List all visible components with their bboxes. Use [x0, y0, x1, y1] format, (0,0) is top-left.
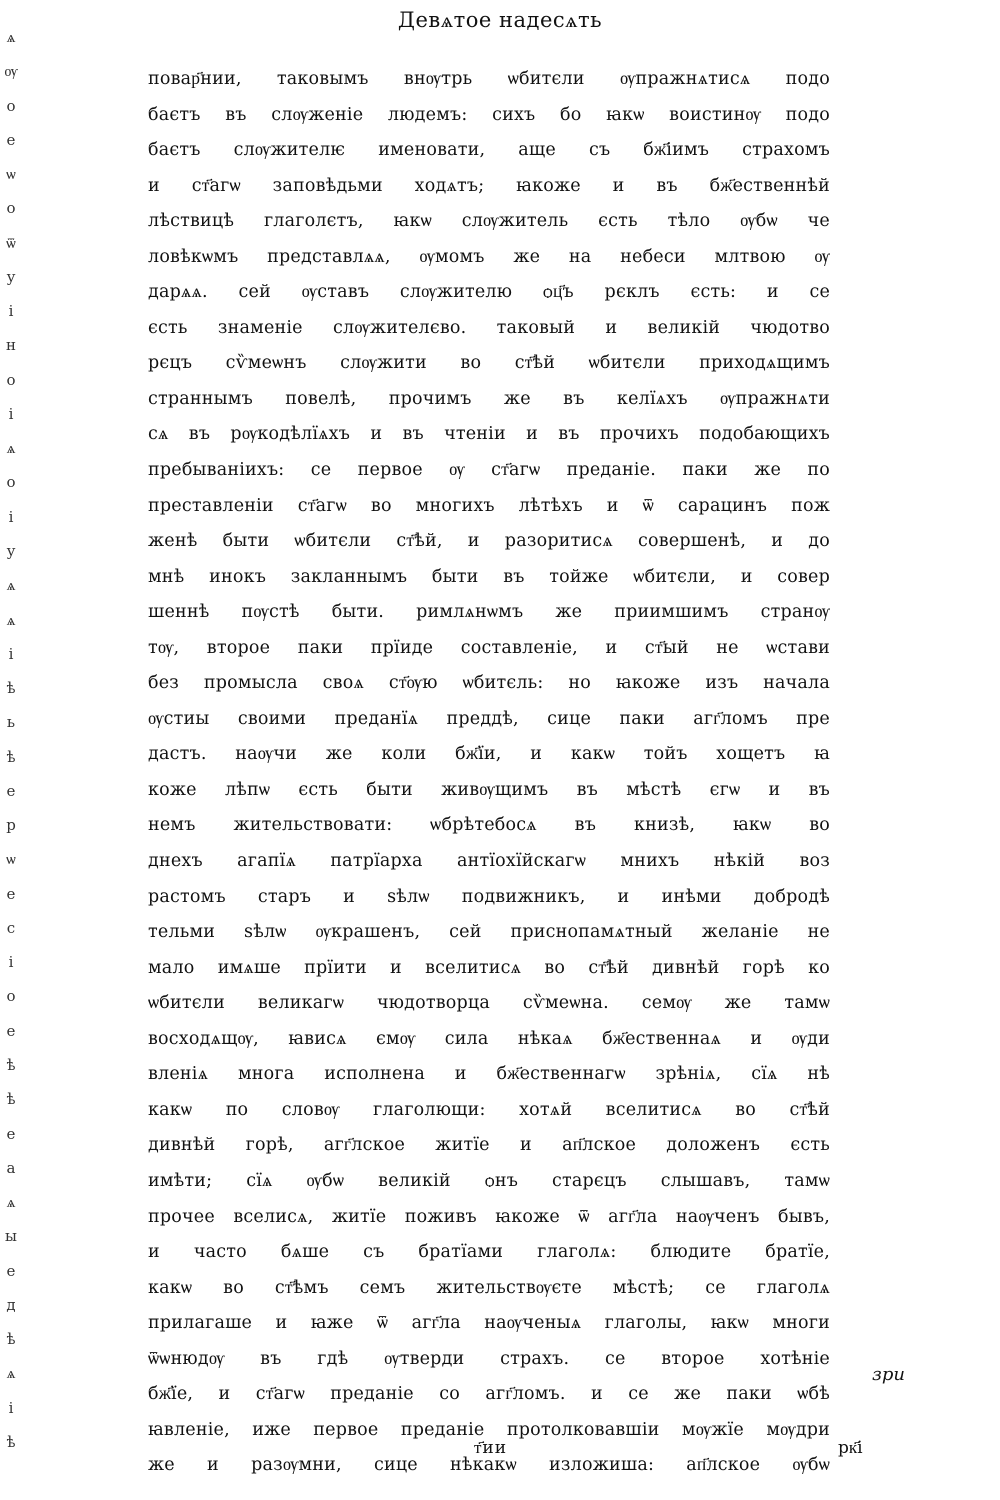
margin-glyph: ѡ: [6, 165, 16, 184]
margin-glyph: ѣ: [6, 679, 16, 698]
text-line: ѡбитєли великагѡ чюдотворца сѷмеѡна. семѹ же тамѡ: [148, 993, 830, 1014]
text-line: ѿѡнюдѹ въ гдѣ ѹтверди страхъ. се второе хотѣніе: [148, 1348, 830, 1369]
margin-glyph: е: [6, 1021, 16, 1040]
text-line: имѣти; сїѧ ѹбѡ великій ѻнъ старєцъ слышавъ, тамѡ: [148, 1170, 830, 1191]
margin-glyph: у: [6, 541, 16, 560]
margin-glyph: о: [6, 473, 16, 492]
margin-glyph: ѣ: [6, 1330, 16, 1349]
text-line: коже лѣпѡ єсть быти живѹщимъ въ мѣстѣ єгѡ и въ: [148, 779, 830, 800]
text-line: шеннѣ пѹстѣ быти. римлѧнѡмъ же приимшимъ странѹ: [148, 602, 830, 623]
left-margin-glyph-strip: [0, 30, 22, 1450]
text-line: женѣ быти ѡбитєли ст҃ѣй, и разоритисѧ совершенѣ, и до: [148, 531, 830, 552]
margin-note: зри: [872, 1364, 905, 1385]
margin-glyph: і: [8, 404, 14, 423]
text-line: же и разѹмни, сице нѣкакѡ изложиша: ап҃лское ѹбѡ: [148, 1455, 830, 1476]
margin-glyph: ѿ: [6, 233, 16, 252]
margin-glyph: у: [6, 267, 16, 286]
margin-glyph: н: [6, 336, 16, 355]
text-line: без промысла своѧ ст҃ѹю ѡбитєль: но ꙗкоже изъ начала: [148, 673, 830, 694]
margin-glyph: е: [6, 884, 16, 903]
text-line: бж҃їе, и ст҃агѡ преданіе со агг҃ломъ. и се же паки ѡбѣ: [148, 1384, 830, 1405]
margin-glyph: ѣ: [6, 1090, 16, 1109]
margin-glyph: е: [6, 781, 16, 800]
text-line: баєтъ въ слѹженіе людемъ: сихъ бо ꙗкѡ воистинѹ подо: [148, 104, 830, 125]
margin-glyph: і: [8, 1398, 14, 1417]
main-text-block: [148, 62, 830, 1484]
text-line: днехъ агапїѧ патрїарха антїохїйскагѡ мнихъ нѣкій воз: [148, 851, 830, 872]
margin-glyph: ѹ: [4, 62, 18, 81]
margin-glyph: о: [6, 370, 16, 389]
margin-glyph: о: [6, 199, 16, 218]
text-line: восходѧщѹ, ꙗвисѧ ємѹ сила нѣкаѧ бж҃ественнаѧ и ѹди: [148, 1028, 830, 1049]
margin-glyph: ѣ: [6, 1432, 16, 1451]
text-line: ловѣкѡмъ представлѧѧ, ѹмомъ же на небеси млтвою ѹ: [148, 246, 830, 267]
text-line: растомъ старъ и ѕѣлѡ подвижникъ, и инѣми добродѣ: [148, 886, 830, 907]
text-line: и часто бѧше съ братїами глаголѧ: блюдите братїе,: [148, 1242, 830, 1263]
margin-glyph: ѧ: [6, 28, 16, 46]
margin-glyph: ѣ: [6, 1055, 16, 1074]
margin-glyph: о: [6, 96, 16, 115]
text-line: страннымъ повелѣ, прочимъ же въ келїѧхъ ѹпражнѧти: [148, 388, 830, 409]
text-line: и ст҃агѡ заповѣдьми ходѧтъ; ꙗкоже и въ бж҃ественнѣй: [148, 175, 830, 196]
margin-glyph: д: [6, 1295, 16, 1314]
margin-glyph: е: [6, 1124, 16, 1143]
margin-glyph: ѧ: [6, 576, 16, 595]
margin-glyph: і: [8, 507, 14, 526]
margin-glyph: ѡ: [6, 850, 16, 869]
text-line: прочее вселисѧ, житїе поживъ ꙗкоже ѿ агг҃ла наѹченъ бывъ,: [148, 1206, 830, 1227]
margin-glyph: і: [8, 644, 14, 663]
text-line: какѡ во ст҃ѣмъ семъ жительствѹєте мѣстѣ; се глаголѧ: [148, 1277, 830, 1298]
text-line: тѹ, второе паки прїиде составленіе, и ст҃ый не ѡстави: [148, 637, 830, 658]
text-line: ꙗвленіе, иже первое преданіе протолковавшіи мѹжїе мѹдри: [148, 1419, 830, 1440]
text-line: вленіѧ многа исполнена и бж҃ественнагѡ зрѣніѧ, сїѧ нѣ: [148, 1064, 830, 1085]
text-line: ѹстиы своими преданїѧ преддѣ, сице паки агг҃ломъ пре: [148, 708, 830, 729]
margin-glyph: ь: [6, 713, 16, 732]
signature-mark: т҃ии: [474, 1438, 508, 1458]
margin-glyph: е: [6, 1261, 16, 1280]
margin-glyph: е: [6, 130, 16, 149]
margin-glyph: ѧ: [6, 1364, 16, 1383]
text-line: рєцъ сѷмеѡнъ слѹжити во ст҃ѣй ѡбитєли приходѧщимъ: [148, 353, 830, 374]
text-line: пребываніихъ: се первое ѹ ст҃агѡ преданіе. паки же по: [148, 460, 830, 481]
margin-glyph: о: [6, 987, 16, 1006]
text-line: прилагаше и ꙗже ѿ агг҃ла наѹченыѧ глаголы, ꙗкѡ многи: [148, 1313, 830, 1334]
text-line: дивнѣй горѣ, агг҃лское житїе и ап҃лское доложенъ єсть: [148, 1135, 830, 1156]
text-line: мнѣ инокъ закланнымъ быти въ тойже ѡбитєли, и совер: [148, 566, 830, 587]
text-line: баєтъ слѹжителѥ именовати, аще съ бж҃іимъ страхомъ: [148, 140, 830, 161]
text-line: сѧ въ рѹкодѣлїѧхъ и въ чтеніи и въ прочихъ подобающихъ: [148, 424, 830, 445]
margin-glyph: с: [6, 918, 16, 937]
margin-glyph: ѧ: [6, 439, 16, 458]
folio-number: рк҃і: [838, 1438, 863, 1458]
text-line: какѡ по словѹ глаголющи: хотѧй вселитисѧ во ст҃ѣй: [148, 1099, 830, 1120]
margin-glyph: ы: [5, 1227, 17, 1246]
text-line: лѣствицѣ глаголєтъ, ꙗкѡ слѹжитель єсть тѣло ѹбѡ че: [148, 211, 830, 232]
margin-glyph: ѣ: [6, 747, 16, 766]
margin-glyph: і: [8, 953, 14, 972]
running-head: Девѧтое надесѧть: [397, 8, 603, 32]
text-line: повар҃нии, таковымъ внѹтрь ѡбитєли ѹпражнѧтисѧ подо: [148, 69, 830, 89]
text-line: єсть знаменіе слѹжителєво. таковый и великій чюдотво: [148, 317, 830, 338]
text-line: дарѧѧ. сей ѹставъ слѹжителю ѻц҃ъ рєклъ єсть: и се: [148, 282, 830, 303]
text-line: тельми ѕѣлѡ ѹкрашенъ, сей приснопамѧтный желаніе не: [148, 922, 830, 943]
margin-glyph: ѧ: [6, 610, 16, 629]
text-line: немъ жительствовати: ѡбрѣтебосѧ въ книзѣ, ꙗкѡ во: [148, 815, 830, 836]
text-line: мало имѧше прїити и вселитисѧ во ст҃ѣй дивнѣй горѣ ко: [148, 957, 830, 978]
text-line: дастъ. наѹчи же коли бж҃їи, и какѡ тойъ хощетъ ꙗ: [148, 744, 830, 765]
margin-glyph: а: [6, 1158, 16, 1177]
text-line: преставленіи ст҃агѡ во многихъ лѣтѣхъ и ѿ сарацинъ пож: [148, 495, 830, 516]
margin-glyph: р: [6, 816, 16, 835]
margin-glyph: і: [8, 302, 14, 321]
margin-glyph: ѧ: [6, 1193, 16, 1212]
